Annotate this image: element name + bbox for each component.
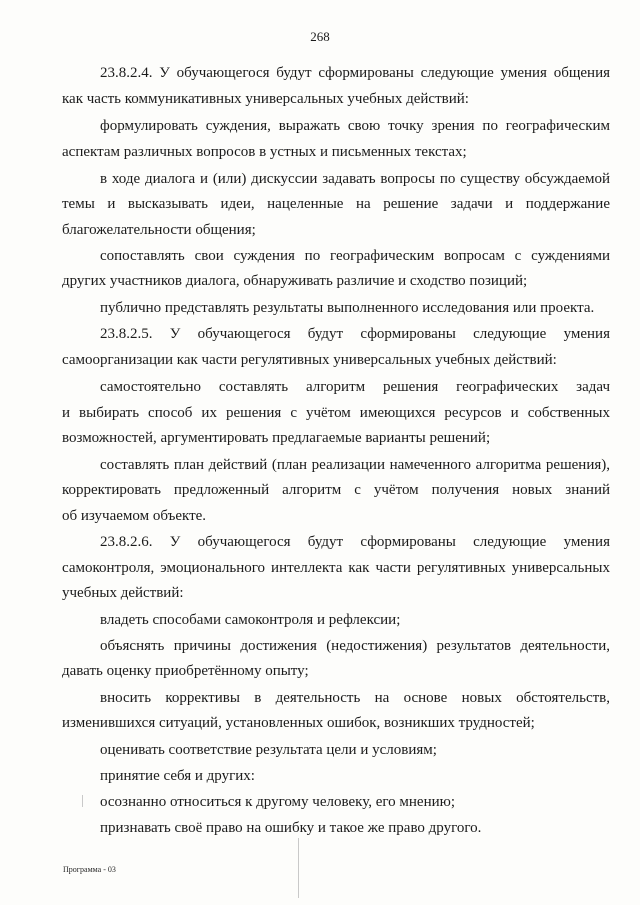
scan-artifact-tick [82, 795, 83, 807]
text-line: осознанно относиться к другому человеку, его мнению; [100, 794, 456, 810]
page-number: 268 [310, 29, 330, 44]
footer-label: Программа - 03 [63, 865, 116, 874]
text-line: самоорганизации как части регулятивных универсальных учебных действий: [62, 352, 557, 368]
text-line: публично представлять результаты выполненного исследования или проекта. [100, 300, 595, 316]
text-line: сопоставлять свои суждения по географическим вопросам с суждениями [100, 248, 610, 264]
text-line: составлять план действий (план реализации намеченного алгоритма решения), [100, 457, 610, 473]
text-line: в ходе диалога и (или) дискуссии задавать вопросы по существу обсуждаемой [100, 171, 610, 187]
text-line: формулировать суждения, выражать свою точку зрения по географическим [100, 118, 610, 134]
text-line: аспектам различных вопросов в устных и письменных текстах; [62, 144, 467, 160]
text-line: об изучаемом объекте. [62, 508, 207, 524]
text-line: учебных действий: [62, 585, 184, 601]
text-line: принятие себя и других: [100, 768, 255, 784]
text-line: самостоятельно составлять алгоритм решения географических задач [100, 379, 610, 395]
text-line: давать оценку приобретённому опыту; [62, 663, 309, 679]
text-line: изменившихся ситуаций, установленных ошибок, возникших трудностей; [62, 715, 535, 731]
text-line: и выбирать способ их решения с учётом имеющихся ресурсов и собственных [62, 405, 610, 421]
text-line: 23.8.2.4. У обучающегося будут сформированы следующие умения общения [100, 65, 610, 81]
text-line: 23.8.2.6. У обучающегося будут сформированы следующие умения [100, 534, 610, 550]
text-line: 23.8.2.5. У обучающегося будут сформированы следующие умения [100, 326, 610, 342]
text-line: благожелательности общения; [62, 222, 256, 238]
text-line: оценивать соответствие результата цели и условиям; [100, 742, 437, 758]
text-line: вносить коррективы в деятельность на основе новых обстоятельств, [100, 690, 610, 706]
scan-artifact-line [298, 838, 299, 898]
text-line: других участников диалога, обнаруживать различие и сходство позиций; [62, 273, 528, 289]
text-line: признавать своё право на ошибку и такое же право другого. [100, 820, 482, 836]
text-line: темы и высказывать идеи, нацеленные на решение задачи и поддержание [62, 196, 610, 212]
text-line: как часть коммуникативных универсальных учебных действий: [62, 91, 469, 107]
text-line: возможностей, аргументировать предлагаемые варианты решений; [62, 430, 491, 446]
text-line: самоконтроля, эмоционального интеллекта как части регулятивных универсальных [62, 560, 610, 576]
text-line: объяснять причины достижения (недостижения) результатов деятельности, [100, 638, 610, 654]
text-line: владеть способами самоконтроля и рефлексии; [100, 612, 401, 628]
text-line: корректировать предложенный алгоритм с учётом получения новых знаний [62, 482, 610, 498]
